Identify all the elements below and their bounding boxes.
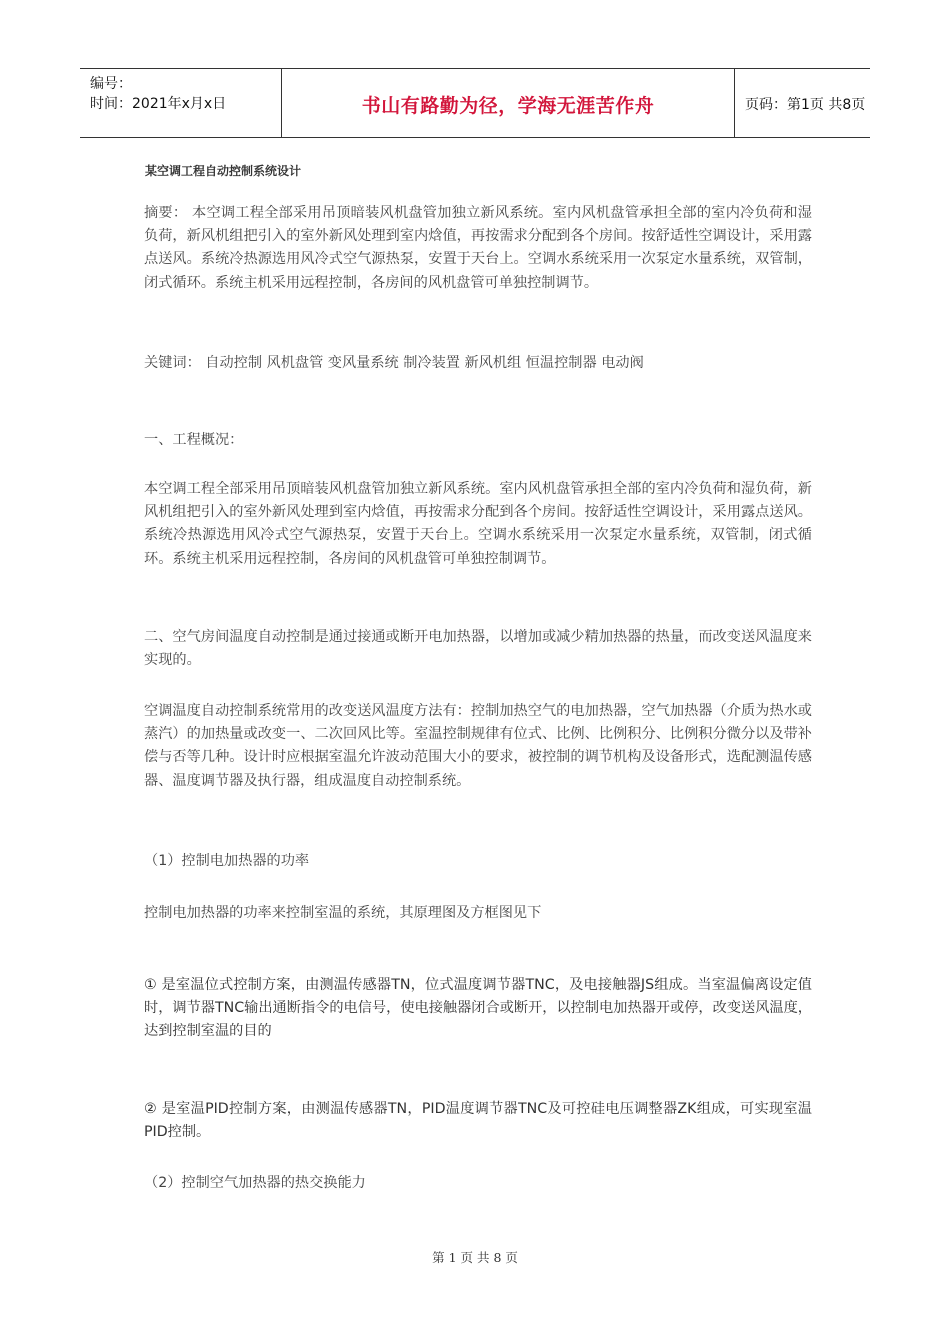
header-right-cell: [735, 69, 870, 137]
serial-label: 编号：: [90, 76, 132, 92]
item2-paragraph: ② 是室温PID控制方案，由测温传感器TN，PID温度调节器TNC及可控硅电压调整器ZK组成，可实现室温PID控制。: [144, 1101, 812, 1141]
subsection2-heading: （2）控制空气加热器的热交换能力: [144, 1175, 366, 1191]
header-motto: 书山有路勤为径，学海无涯苦作舟: [361, 95, 655, 117]
time-label: 时间：2021年x月x日: [90, 96, 227, 112]
document-title: 某空调工程自动控制系统设计: [145, 164, 302, 178]
item1-paragraph: ① 是室温位式控制方案，由测温传感器TN，位式温度调节器TNC，及电接触器JS组成。当室温偏离设定值时，调节器TNC输出通断指令的电信号，使电接触器闭合或断开，以控制电加热器开或停，改变送风温度，达到控制室温的目的: [144, 977, 812, 1040]
header-center-cell: [281, 69, 735, 137]
section2-body: 空调温度自动控制系统常用的改变送风温度方法有：控制加热空气的电加热器，空气加热器（介质为热水或蒸汽）的加热量或改变一、二次回风比等。室温控制规律有位式、比例、比例积分、比例积分微分以及带补偿与否等几种。设计时应根据室温允许波动范围大小的要求，被控制的调节机构及设备形式，选配测温传感器、温度调节器及执行器，组成温度自动控制系统。: [144, 703, 812, 789]
section2-heading: 二、空气房间温度自动控制是通过接通或断开电加热器，以增加或减少精加热器的热量，而改变送风温度来实现的。: [144, 629, 812, 669]
header-page-info: 页码：第1页 共8页: [745, 97, 866, 113]
subsection1-heading: （1）控制电加热器的功率: [144, 853, 310, 869]
page-footer: 第 1 页 共 8 页: [432, 1250, 518, 1265]
subsection1-intro: 控制电加热器的功率来控制室温的系统，其原理图及方框图见下: [144, 905, 542, 921]
header-left-cell: [80, 69, 281, 137]
section1-heading: 一、工程概况：: [144, 432, 244, 448]
page-header: [80, 68, 870, 138]
section1-body: 本空调工程全部采用吊顶暗装风机盘管加独立新风系统。室内风机盘管承担全部的室内冷负荷和湿负荷，新风机组把引入的室外新风处理到室内焓值，再按需求分配到各个房间。按舒适性空调设计，采用露点送风。系统冷热源选用风冷式空气源热泵，安置于天台上。空调水系统采用一次泵定水量系统，双管制，闭式循环。系统主机采用远程控制，各房间的风机盘管可单独控制调节。: [144, 481, 812, 567]
abstract-paragraph: 摘要： 本空调工程全部采用吊顶暗装风机盘管加独立新风系统。室内风机盘管承担全部的室内冷负荷和湿负荷，新风机组把引入的室外新风处理到室内焓值，再按需求分配到各个房间。按舒适性空调设计，采用露点送风。系统冷热源选用风冷式空气源热泵，安置于天台上。空调水系统采用一次泵定水量系统，双管制，闭式循环。系统主机采用远程控制，各房间的风机盘管可单独控制调节。: [144, 205, 812, 291]
keywords-line: 关键词： 自动控制 风机盘管 变风量系统 制冷装置 新风机组 恒温控制器 电动阀: [144, 355, 644, 371]
